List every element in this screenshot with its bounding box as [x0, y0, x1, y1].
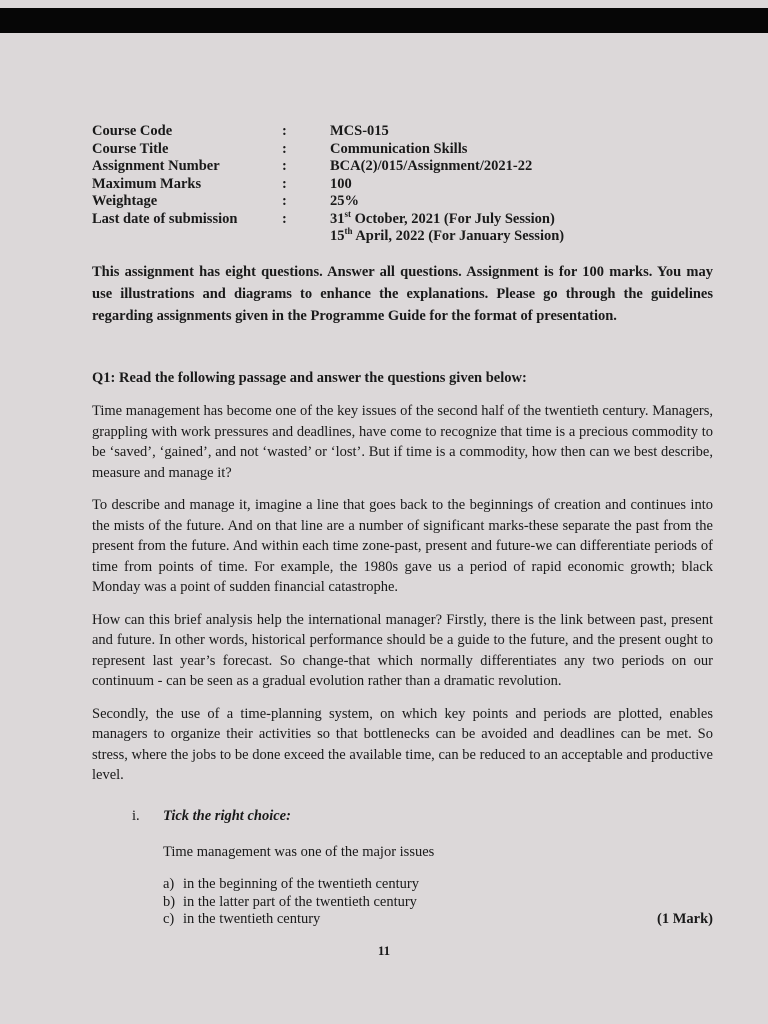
- option-b: [163, 894, 713, 912]
- assignment-instructions: This assignment has eight questions. Answer all questions. Assignment is for 100 marks. You may use illustrations and diagrams to enhance the explanations. Please go through the guidelines regarding assignments given in the Programme Guide for the format of presentation.: [92, 264, 713, 324]
- document-page: [0, 33, 768, 1024]
- weightage-row: [92, 193, 564, 211]
- date-rest: April, 2022 (For January Session): [352, 228, 565, 244]
- last-date-row: [92, 208, 564, 229]
- sub-question-heading: [132, 808, 291, 825]
- last-date-label: Last date of submission: [92, 210, 238, 227]
- date-rest: October, 2021 (For July Session): [351, 210, 555, 227]
- answer-options: [163, 876, 713, 929]
- january-session-date: [330, 228, 564, 246]
- last-date-row-continued: [92, 228, 564, 246]
- course-code-value: MCS-015: [330, 123, 389, 139]
- sub-question-stem: Time management was one of the major issues: [163, 844, 435, 860]
- passage-paragraph-2: To describe and manage it, imagine a line that goes back to the beginnings of creation and continues into the mists of the future. And on that line are a number of significant marks-these separate the past from the present from the future. And within each time zone-past, present and future-we can differentiate periods of time from points of time. For example, the 1980s gave us a period of rapid economic growth; black Monday was a point of sudden financial catastrophe.: [92, 497, 713, 595]
- page-number: 11: [377, 943, 391, 958]
- course-title-label: Course Title: [92, 140, 169, 157]
- sub-question-number: i.: [132, 808, 140, 824]
- colon: :: [282, 140, 287, 157]
- marks-label: (1 Mark): [657, 911, 713, 927]
- scan-top-border: [0, 8, 768, 33]
- passage-paragraph-3: How can this brief analysis help the international manager? Firstly, there is the link between past, present and future. In other words, historical performance should be a guide to the future, and the present ought to represent last year’s forecast. So change-that which normally differentiates any two periods on our continuum - can be seen as a gradual evolution rather than a dramatic revolution.: [92, 611, 713, 689]
- sub-question-title: Tick the right choice:: [163, 808, 291, 824]
- question-1-heading: Q1: Read the following passage and answer the questions given below:: [92, 370, 527, 386]
- option-c: [163, 911, 713, 929]
- date-ordinal: th: [344, 226, 353, 237]
- course-title-value: Communication Skills: [330, 140, 468, 157]
- colon: :: [282, 158, 287, 174]
- date-ordinal: st: [344, 208, 351, 219]
- maximum-marks-value: 100: [330, 175, 352, 192]
- date-day: 31: [330, 210, 345, 227]
- passage-paragraph-1: Time management has become one of the key issues of the second half of the twentieth century. Managers, grappling with work pressures and deadlines, have come to recognize that time is a precious commodity to be ‘saved’, ‘gained’, and not ‘wasted’ or ‘lost’. But if time is a commodity, how then can we best describe, measure and manage it?: [92, 403, 713, 481]
- maximum-marks-row: [92, 176, 564, 194]
- weightage-value: 25%: [330, 193, 359, 209]
- maximum-marks-label: Maximum Marks: [92, 175, 202, 192]
- colon: :: [282, 123, 287, 139]
- option-text: in the twentieth century: [183, 911, 321, 927]
- assignment-number-row: [92, 158, 564, 176]
- colon: :: [282, 210, 287, 227]
- option-a: [163, 876, 713, 894]
- july-session-date: [330, 208, 555, 229]
- colon: :: [282, 193, 287, 209]
- colon: :: [282, 175, 287, 192]
- date-day: 15: [330, 228, 345, 244]
- course-title-row: [92, 141, 564, 159]
- course-info-table: [92, 123, 564, 246]
- assignment-number-label: Assignment Number: [92, 158, 220, 174]
- passage-paragraph-4: Secondly, the use of a time-planning system, on which key points and periods are plotted, enables managers to organize their activities so that bottlenecks can be avoided and deadlines can be met. So stress, where the jobs to be done exceed the available time, can be reduced to an acceptable and productive level.: [92, 705, 713, 783]
- option-text: in the beginning of the twentieth century: [183, 876, 419, 892]
- weightage-label: Weightage: [92, 193, 158, 209]
- reading-passage: [92, 401, 713, 798]
- assignment-number-value: BCA(2)/015/Assignment/2021-22: [330, 158, 533, 174]
- option-letter: c): [163, 911, 175, 927]
- course-code-label: Course Code: [92, 123, 173, 139]
- option-letter: a): [163, 876, 175, 892]
- option-text: in the latter part of the twentieth century: [183, 893, 417, 910]
- course-code-row: [92, 123, 564, 141]
- option-letter: b): [163, 893, 176, 910]
